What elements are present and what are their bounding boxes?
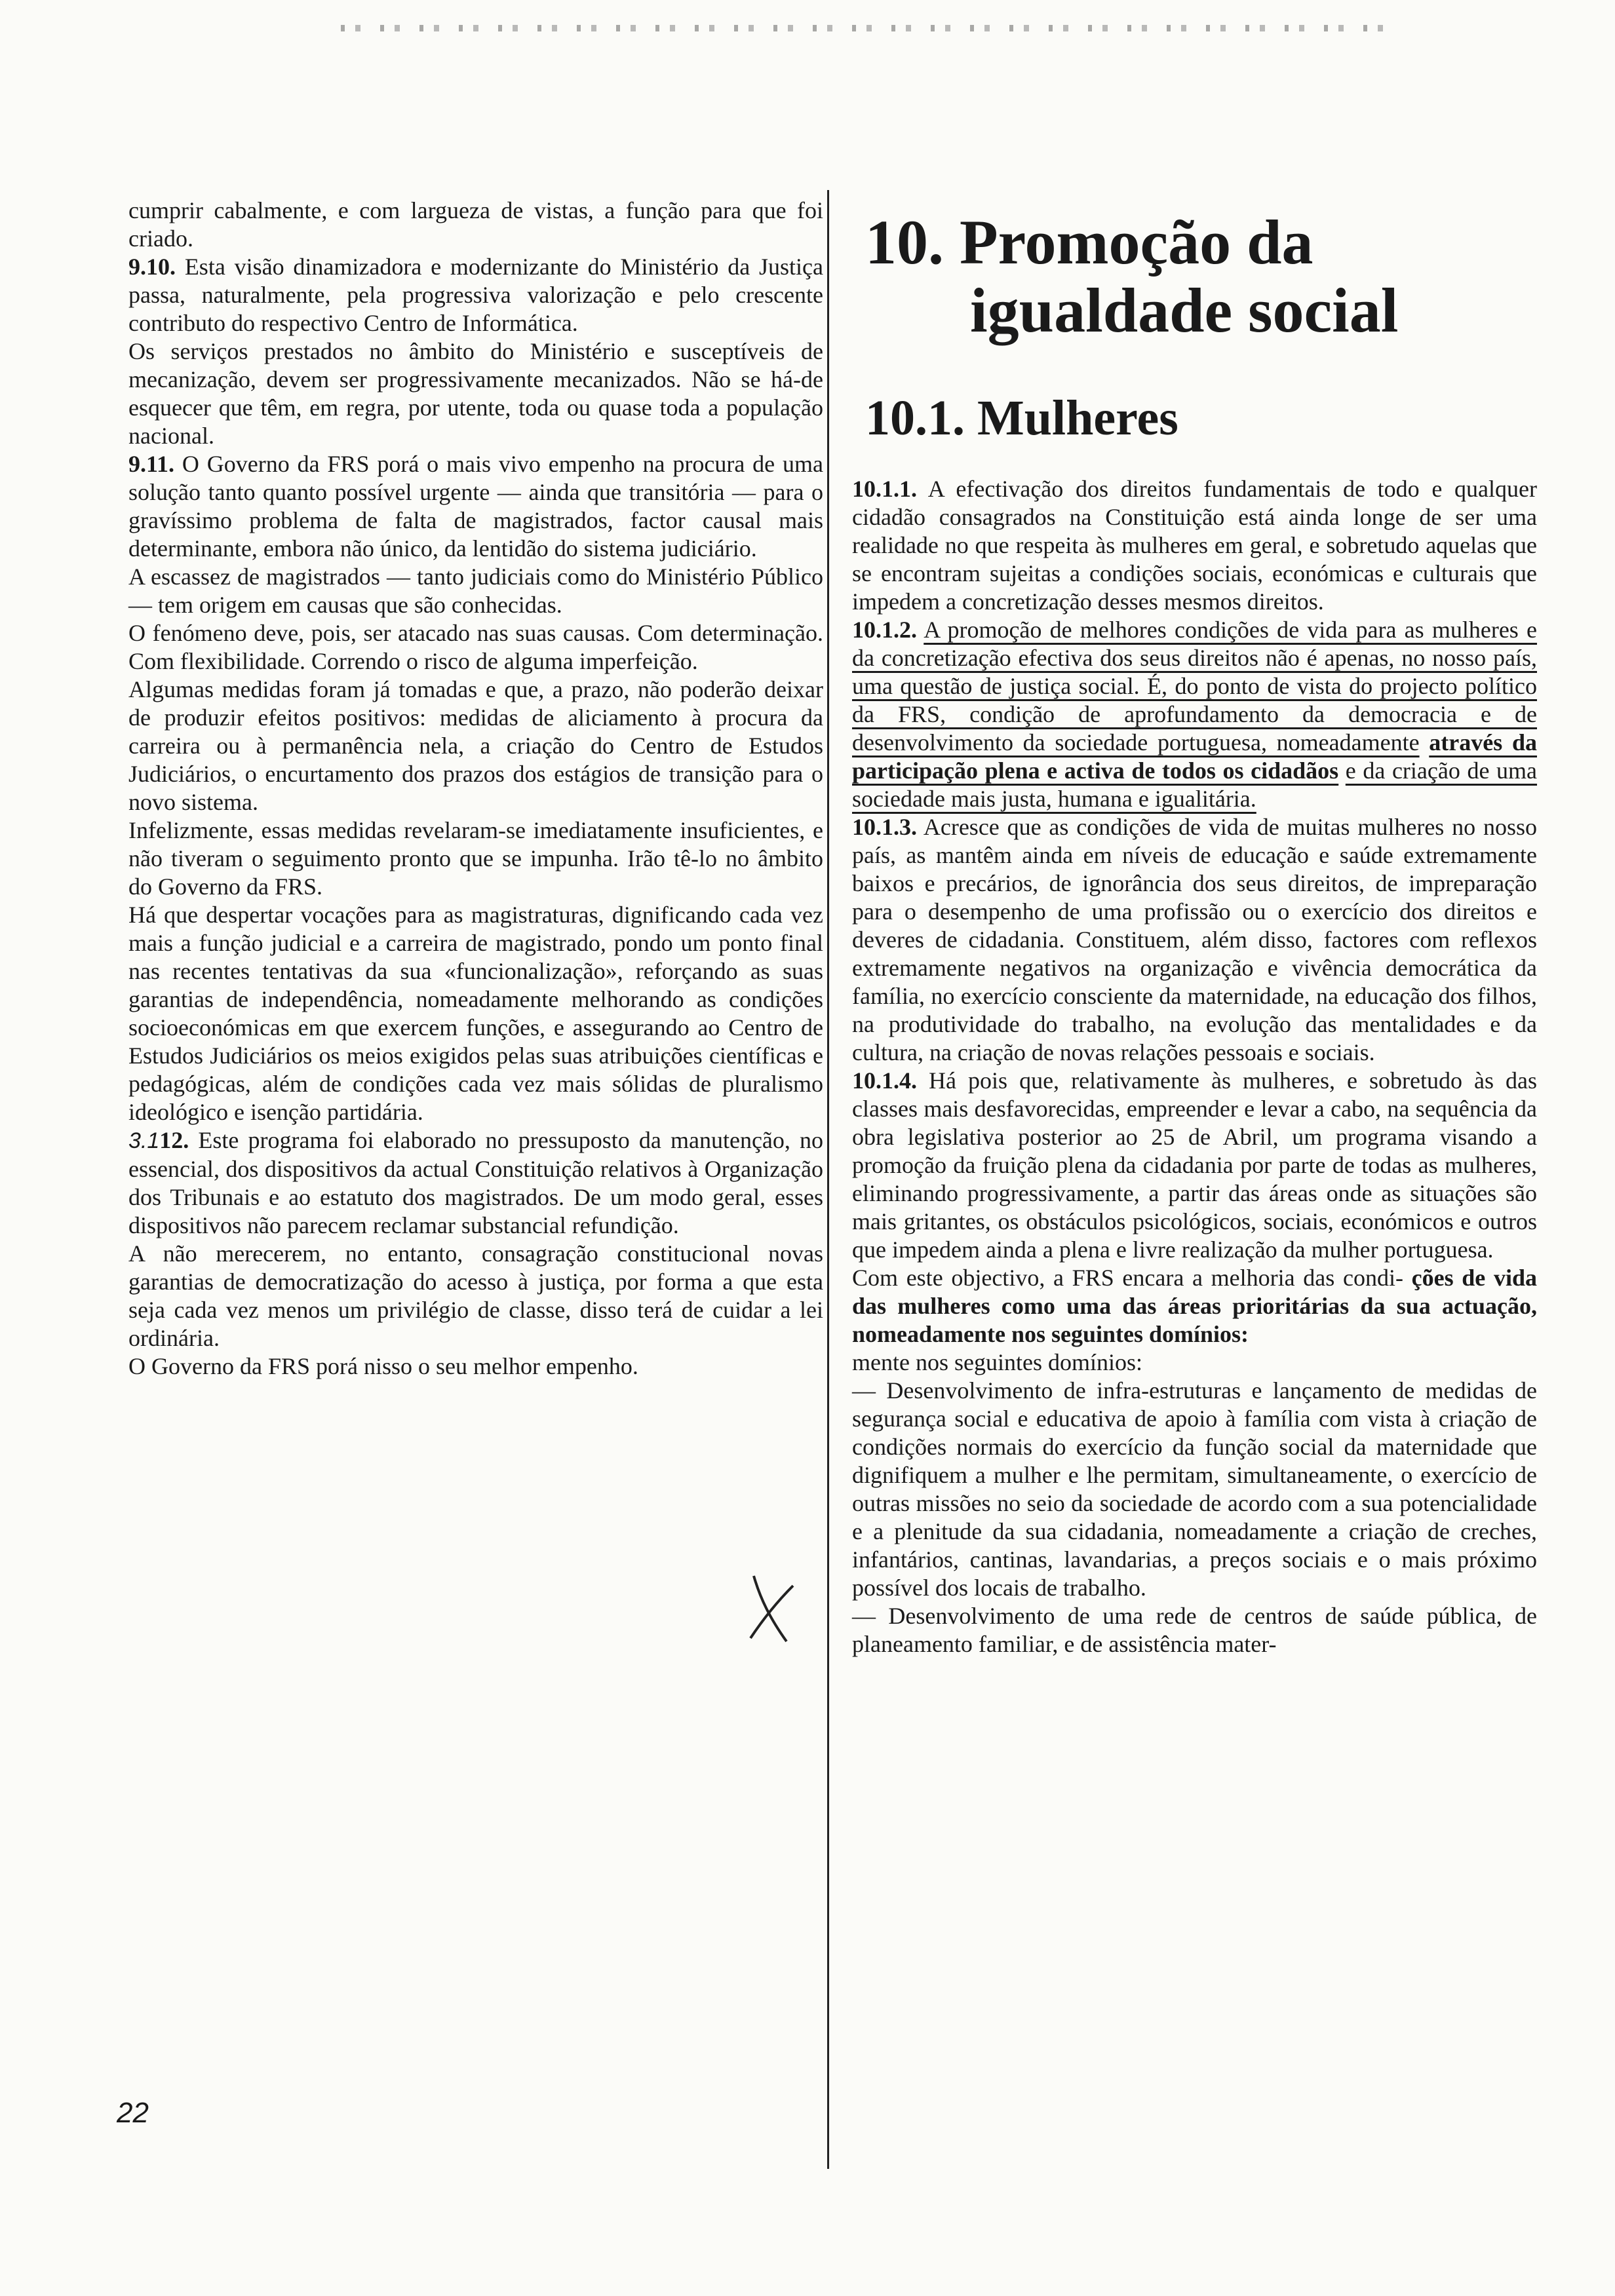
column-divider — [827, 190, 829, 2169]
paragraph: Há que despertar vocações para as magistraturas, dignificando cada vez mais a função judicial e a carreira de magistrado, pondo um ponto final nas recentes tentativas da sua «funcionalização», reforçando as suas garantias de independência, nomeadamente melhorando as condições socioeconómicas em que exercem funções, e assegurando ao Centro de Estudos Judiciários os meios exigidos pelas suas atribuições científicas e pedagógicas, além de condições cada vez mais sólidas de pluralismo ideológico e isenção partidária. — [128, 902, 823, 1125]
paragraph-number: 10.1.2. — [852, 617, 917, 643]
handwritten-margin-note: 3.1 — [128, 1128, 160, 1153]
paragraph — [128, 450, 823, 563]
paragraph: O fenómeno deve, pois, ser atacado nas suas causas. Com determinação. Com flexibilidade. Correndo o risco de alguma imperfeição. — [128, 620, 823, 674]
left-column — [128, 197, 823, 1381]
paragraph-text: Esta visão dinamizadora e modernizante do Ministério da Justiça passa, naturalmente, pela progressiva valorização e pelo crescente contributo do respectivo Centro de Informática. — [128, 254, 824, 336]
paragraph: O Governo da FRS porá nisso o seu melhor empenho. — [128, 1353, 638, 1379]
paragraph: cumprir cabalmente, e com largueza de vistas, a função para que foi criado. — [128, 197, 823, 252]
paragraph: Infelizmente, essas medidas revelaram-se imediatamente insuficientes, e não tiveram o seguimento pronto que se impunha. Irão tê-lo no âmbito do Governo da FRS. — [128, 817, 823, 900]
scan-artifact — [341, 25, 1390, 31]
bold-text: ções de vida das mulheres como uma das áreas prioritárias da sua actuação, nomeadamente nos seguintes domínios: — [852, 1265, 1537, 1347]
paragraph — [852, 813, 1537, 1067]
right-column — [852, 475, 1537, 1658]
underlined-bold-text: através da participação plena e activa de todos os cidadãos — [852, 729, 1537, 784]
paragraph: Os serviços prestados no âmbito do Ministério e susceptíveis de mecanização, devem ser progressivamente mecanizados. Não se há-de esquecer que têm, em regra, por utente, toda ou quase toda a população nacional. — [128, 338, 823, 449]
paragraph-text: Há pois que, relativamente às mulheres, e sobretudo às das classes mais desfavorecidas, empreender e levar a cabo, na sequência da obra legislativa posterior ao 25 de Abril, um programa visando a promoção da fruição plena da cidadania por parte de todas as mulheres, eliminando progressivamente, a partir das áreas onde as situações são mais gritantes, os obstáculos psicológicos, sociais, económicos e outros que impedem ainda a plena e livre realização da mulher portuguesa. — [852, 1067, 1537, 1263]
section-number: 10. — [865, 207, 944, 277]
paragraph — [128, 1126, 823, 1240]
underlined-text: A promoção de melhores condições de vida para as mulheres e da concretização efectiva dos seus direitos não é apenas, no nosso país, uma questão de justiça social. É, do ponto de vista do projecto político da FRS, condição de aprofundamento da democracia e de desenvolvimento da sociedade portuguesa, nomeadamente — [852, 617, 1537, 756]
paragraph-text: O Governo da FRS porá o mais vivo empenho na procura de uma solução tanto quanto possível urgente — ainda que transitória — para o gravíssimo problema de falta de magistrados, factor causal mais determinante, embora não único, da lentidão do sistema judiciário. — [128, 451, 824, 562]
paragraph: mente nos seguintes domínios: — [852, 1349, 1142, 1375]
paragraph-text: Este programa foi elaborado no pressuposto da manutenção, no essencial, dos dispositivos da actual Constituição relativos à Organização dos Tribunais e ao estatuto dos magistrados. De um modo geral, esses dispositivos não parecem reclamar substancial refundição. — [128, 1127, 824, 1238]
page-number: 22 — [117, 2097, 149, 2129]
paragraph — [852, 1067, 1537, 1264]
list-item: — Desenvolvimento de infra-estruturas e lançamento de medidas de segurança social e educativa de apoio à família com vista à criação de condições normais do exercício da função social da maternidade que dignifiquem a mulher e lhe permitam, simultaneamente, o exercício de outras missões no seio da sociedade de acordo com a sua potencialidade e a plenitude da sua cidadania, nomeadamente a criação de creches, infantários, cantinas, lavandarias, a preços sociais e o mais próximo possível dos locais de trabalho. — [852, 1377, 1537, 1601]
paragraph: A escassez de magistrados — tanto judiciais como do Ministério Público — tem origem em causas que são conhecidas. — [128, 564, 823, 618]
paragraph-number: 12. — [159, 1127, 189, 1153]
paragraph: Algumas medidas foram já tomadas e que, a prazo, não poderão deixar de produzir efeitos positivos: medidas de aliciamento à procura da carreira ou à permanência nela, a criação do Centro de Estudos Judiciários, o encurtamento dos prazos dos estágios de transição para o novo sistema. — [128, 676, 823, 815]
paragraph-text: Acresce que as condições de vida de muitas mulheres no nosso país, as mantêm ainda em níveis de educação e saúde extremamente baixos e precários, de ignorância dos seus direitos, de impreparação para o desempenho de uma profissão ou o exercício dos direitos e deveres de cidadania. Constituem, além disso, factores com reflexos extremamente negativos na organização e vivência democrática da família, no exercício consciente da maternidade, na educação dos filhos, na produtividade do trabalho, na evolução das mentalidades e da cultura, na criação de novas relações pessoais e sociais. — [852, 814, 1538, 1065]
section-title-line1: Promoção da — [960, 207, 1313, 277]
section-title-line2: igualdade social — [970, 275, 1399, 345]
section-title — [865, 208, 1521, 345]
paragraph-number: 10.1.4. — [852, 1067, 917, 1094]
paragraph-text: A efectivação dos direitos fundamentais de todo e qualquer cidadão consagrados na Constituição está ainda longe de ser uma realidade no que respeita às mulheres em geral, e sobretudo aquelas que se encontram sujeitas a condições sociais, económicas e culturais que impedem a concretização desses mesmos direitos. — [852, 476, 1538, 615]
underlined-text: e da criação de uma sociedade mais justa, humana e igualitária. — [852, 757, 1538, 812]
paragraph-number: 10.1.3. — [852, 814, 917, 840]
subsection-title: 10.1. Mulheres — [865, 391, 1178, 446]
paragraph: A não merecerem, no entanto, consagração constitucional novas garantias de democratização do acesso à justiça, por forma a que esta seja cada vez menos um privilégio de classe, disso terá de cuidar a lei ordinária. — [128, 1240, 823, 1351]
paragraph-number: 9.10. — [128, 254, 176, 280]
paragraph — [852, 616, 1537, 813]
paragraph-number: 10.1.1. — [852, 476, 917, 502]
paragraph-text: Com este objectivo, a FRS encara a melhoria das condi- — [852, 1265, 1403, 1291]
paragraph — [128, 253, 823, 337]
paragraph-number: 9.11. — [128, 451, 175, 477]
paragraph — [852, 475, 1537, 616]
handwritten-x-mark — [741, 1573, 800, 1645]
paragraph — [852, 1264, 1537, 1349]
list-item: — Desenvolvimento de uma rede de centros de saúde pública, de planeamento familiar, e de assistência mater- — [852, 1603, 1537, 1657]
